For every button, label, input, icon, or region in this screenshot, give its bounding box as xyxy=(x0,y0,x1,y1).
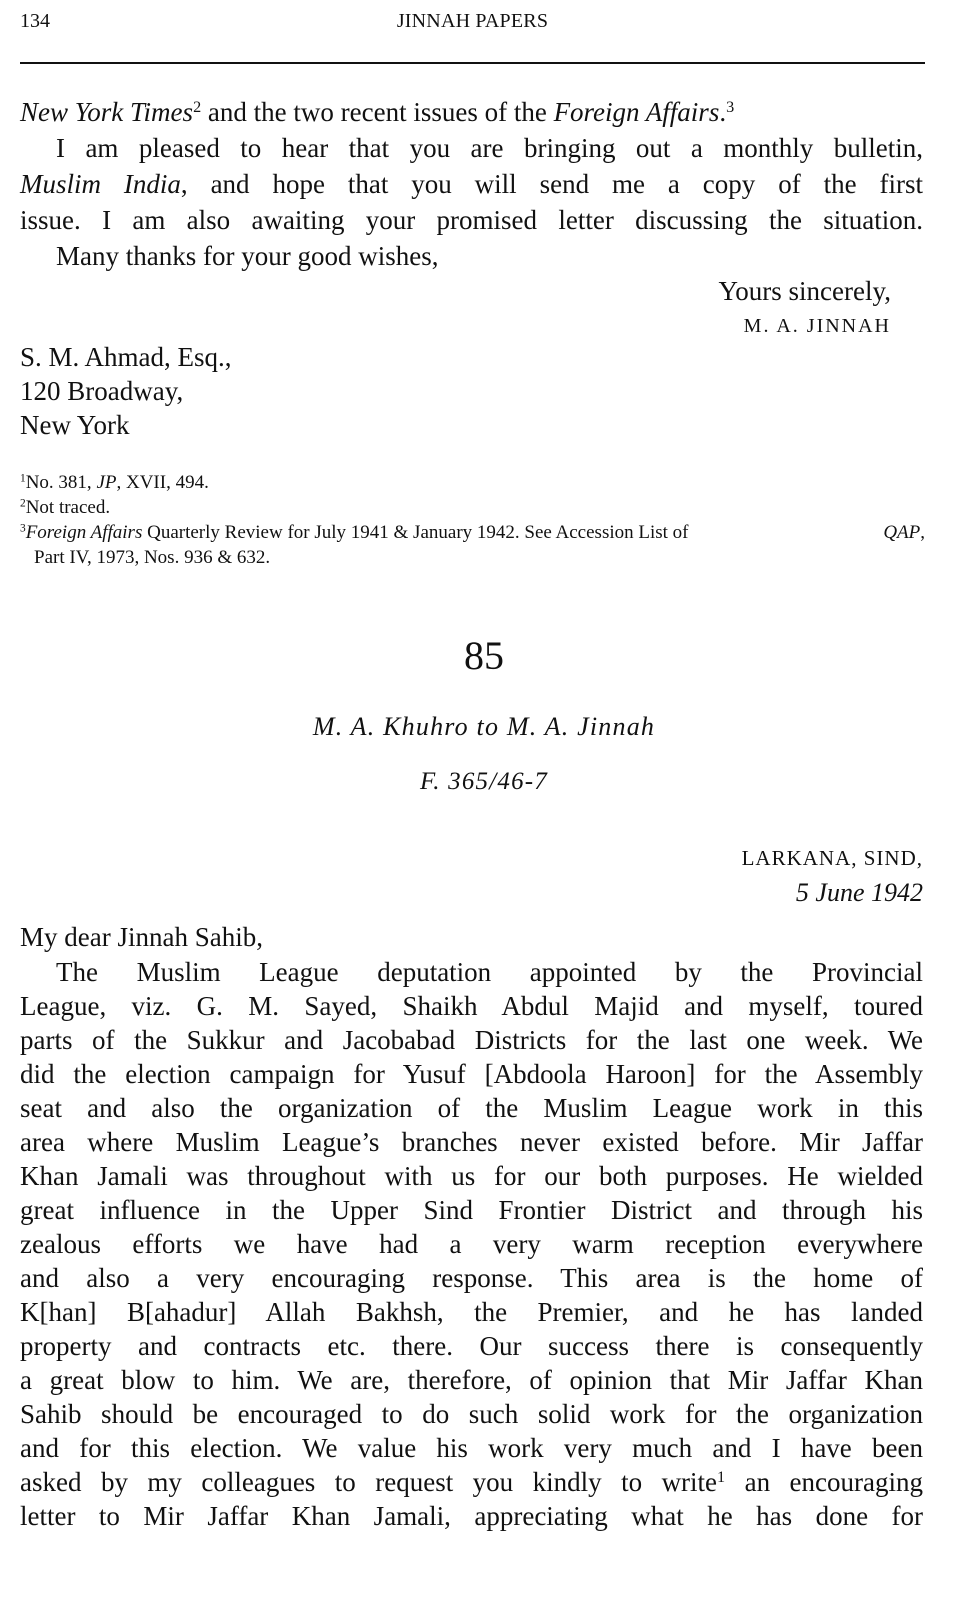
text-line: asked by my colleagues to request you kindly to write$^1$ an encouraging xyxy=(20,1467,923,1497)
text-line: a great blow to him. We are, therefore, of opinion that Mir Jaffar Khan xyxy=(20,1365,923,1395)
newspaper-title: New York Times xyxy=(20,97,194,127)
footnote-ref: 1 xyxy=(717,1468,726,1487)
footnote-continuation: Part IV, 1973, Nos. 936 & 632. xyxy=(34,547,271,568)
page-number: 134 xyxy=(20,10,50,32)
footnotes xyxy=(20,470,925,570)
text-line: letter to Mir Jaffar Khan Jamali, appreciating what he has done for xyxy=(20,1501,923,1531)
text-line: K[han] B[ahadur] Allah Bakhsh, the Premier, and he has landed xyxy=(20,1297,923,1327)
page-header xyxy=(20,10,925,40)
footnote-ref: 2 xyxy=(193,98,202,117)
complimentary-close: Yours sincerely, xyxy=(718,276,891,306)
text-line: and for this election. We value his work very much and I have been xyxy=(20,1433,923,1463)
header-rule xyxy=(20,62,925,64)
journal-title: Foreign Affairs xyxy=(553,97,720,127)
footnote: $^3$Foreign Affairs Quarterly Review for July 1941 & January 1942. See Accession List of QAP, xyxy=(20,522,925,543)
letter-place: LARKANA, SIND, xyxy=(741,846,923,870)
footnote: $^1$No. 381, JP, XVII, 494. xyxy=(20,472,209,493)
letter-body xyxy=(20,955,923,1533)
text-line: issue. I am also awaiting your promised letter discussing the situation. xyxy=(20,205,923,235)
file-reference: F. 365/46-7 xyxy=(419,768,549,795)
text-line: Muslim India, and hope that you will send me a copy of the first xyxy=(20,169,923,199)
text-line: I am pleased to hear that you are bringing out a monthly bulletin, xyxy=(56,133,923,163)
running-title: JINNAH PAPERS xyxy=(396,10,549,32)
text-line: League, viz. G. M. Sayed, Shaikh Abdul Majid and myself, toured xyxy=(20,991,923,1021)
text-line: property and contracts etc. there. Our success there is consequently xyxy=(20,1331,923,1361)
addressee-line: 120 Broadway, xyxy=(20,376,184,406)
previous-letter-ending xyxy=(20,94,923,274)
text-line: parts of the Sukkur and Jacobabad Districts for the last one week. We xyxy=(20,1025,923,1055)
text-line: did the election campaign for Yusuf [Abdoola Haroon] for the Assembly xyxy=(20,1059,923,1089)
closing-block xyxy=(719,274,892,340)
text-line: Khan Jamali was throughout with us for our both purposes. He wielded xyxy=(20,1161,923,1191)
text-line: Sahib should be encouraged to do such solid work for the organization xyxy=(20,1399,923,1429)
text-line: Many thanks for your good wishes, xyxy=(56,241,439,271)
document-number: 85 xyxy=(464,633,504,678)
footnote-ref: 3 xyxy=(726,98,735,117)
signature: M. A. JINNAH xyxy=(743,315,891,337)
document-title: M. A. Khuhro to M. A. Jinnah xyxy=(312,712,656,741)
text-line: seat and also the organization of the Muslim League work in this xyxy=(20,1093,923,1123)
text-line: area where Muslim League’s branches never existed before. Mir Jaffar xyxy=(20,1127,923,1157)
text-line: great influence in the Upper Sind Frontier District and through his xyxy=(20,1195,923,1225)
text-line: The Muslim League deputation appointed by the Provincial xyxy=(56,957,923,987)
addressee-line: New York xyxy=(20,410,130,440)
addressee-block xyxy=(20,340,232,442)
text-line: zealous efforts we have had a very warm reception everywhere xyxy=(20,1229,923,1259)
salutation: My dear Jinnah Sahib, xyxy=(20,922,263,952)
footnote: $^2$Not traced. xyxy=(20,497,111,518)
letter-date: 5 June 1942 xyxy=(795,878,923,907)
bulletin-title: Muslim India xyxy=(20,169,181,199)
text-line: New York Times$^2$ and the two recent issues of the Foreign Affairs.$^3$ xyxy=(20,97,735,127)
addressee-line: S. M. Ahmad, Esq., xyxy=(20,342,232,372)
text-line: and also a very encouraging response. This area is the home of xyxy=(20,1263,923,1293)
